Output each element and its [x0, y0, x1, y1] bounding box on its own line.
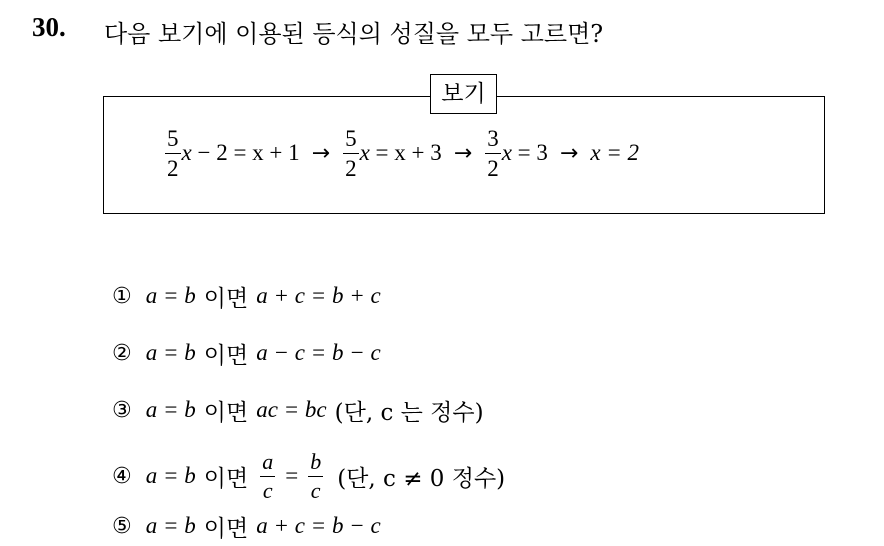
right-denominator: c — [310, 477, 321, 503]
arrow-3: → — [559, 140, 579, 166]
step2-fraction — [343, 127, 359, 180]
choice-premise: a = b — [145, 283, 196, 308]
choice-note: (단, c ≠ 0 정수) — [337, 465, 506, 492]
choice-4[interactable] — [112, 446, 505, 506]
arrow-1: → — [311, 140, 331, 166]
choice-word: 이면 — [203, 342, 249, 369]
choice-marker: ④ — [112, 463, 132, 489]
choice-marker: ① — [112, 283, 132, 309]
choice-conclusion: ac = bc — [256, 397, 327, 422]
choice-note: (단, c 는 정수) — [334, 399, 484, 426]
step2-denominator: 2 — [345, 155, 357, 181]
choice-marker: ⑤ — [112, 513, 132, 539]
step3-rest: = 3 — [511, 140, 548, 165]
step2-variable: x — [359, 140, 370, 165]
choice-conclusion: a + c = b + c — [256, 283, 381, 308]
step1-fraction — [165, 127, 181, 180]
choice-premise: a = b — [145, 340, 196, 365]
left-numerator: a — [262, 448, 274, 474]
step3-numerator: 3 — [487, 125, 499, 151]
step1-numerator: 5 — [167, 125, 179, 151]
equals-sign: = — [285, 463, 299, 488]
step3-denominator: 2 — [487, 155, 499, 181]
choice-5[interactable] — [112, 506, 381, 546]
question-text: 다음 보기에 이용된 등식의 성질을 모두 고르면? — [104, 20, 604, 48]
step1-rest: − 2 = x + 1 — [191, 140, 300, 165]
left-denominator: c — [262, 477, 273, 503]
step1-variable: x — [181, 140, 192, 165]
choice-2[interactable] — [112, 333, 381, 373]
choice-3[interactable] — [112, 390, 484, 430]
choice4-right-fraction — [308, 448, 323, 503]
choice-conclusion: a − c = b − c — [256, 340, 381, 365]
equation-chain — [164, 118, 639, 188]
choice-premise: a = b — [145, 397, 196, 422]
example-box-label: 보기 — [430, 74, 497, 114]
step2-rest: = x + 3 — [369, 140, 442, 165]
choice-marker: ③ — [112, 397, 132, 423]
choice-conclusion: a + c = b − c — [256, 513, 381, 538]
choice-premise: a = b — [145, 463, 196, 488]
question-number: 30. — [32, 12, 66, 42]
choice-1[interactable] — [112, 276, 381, 316]
step4-result: x = 2 — [590, 140, 640, 165]
choice4-left-fraction — [260, 448, 275, 503]
step2-numerator: 5 — [345, 125, 357, 151]
choice-premise: a = b — [145, 513, 196, 538]
step3-fraction — [485, 127, 501, 180]
choice-word: 이면 — [203, 515, 249, 542]
step3-variable: x — [501, 140, 512, 165]
choice-word: 이면 — [203, 285, 249, 312]
step1-denominator: 2 — [167, 155, 179, 181]
arrow-2: → — [453, 140, 473, 166]
right-numerator: b — [310, 448, 322, 474]
choice-word: 이면 — [203, 465, 249, 492]
choice-word: 이면 — [203, 399, 249, 426]
choice-marker: ② — [112, 340, 132, 366]
